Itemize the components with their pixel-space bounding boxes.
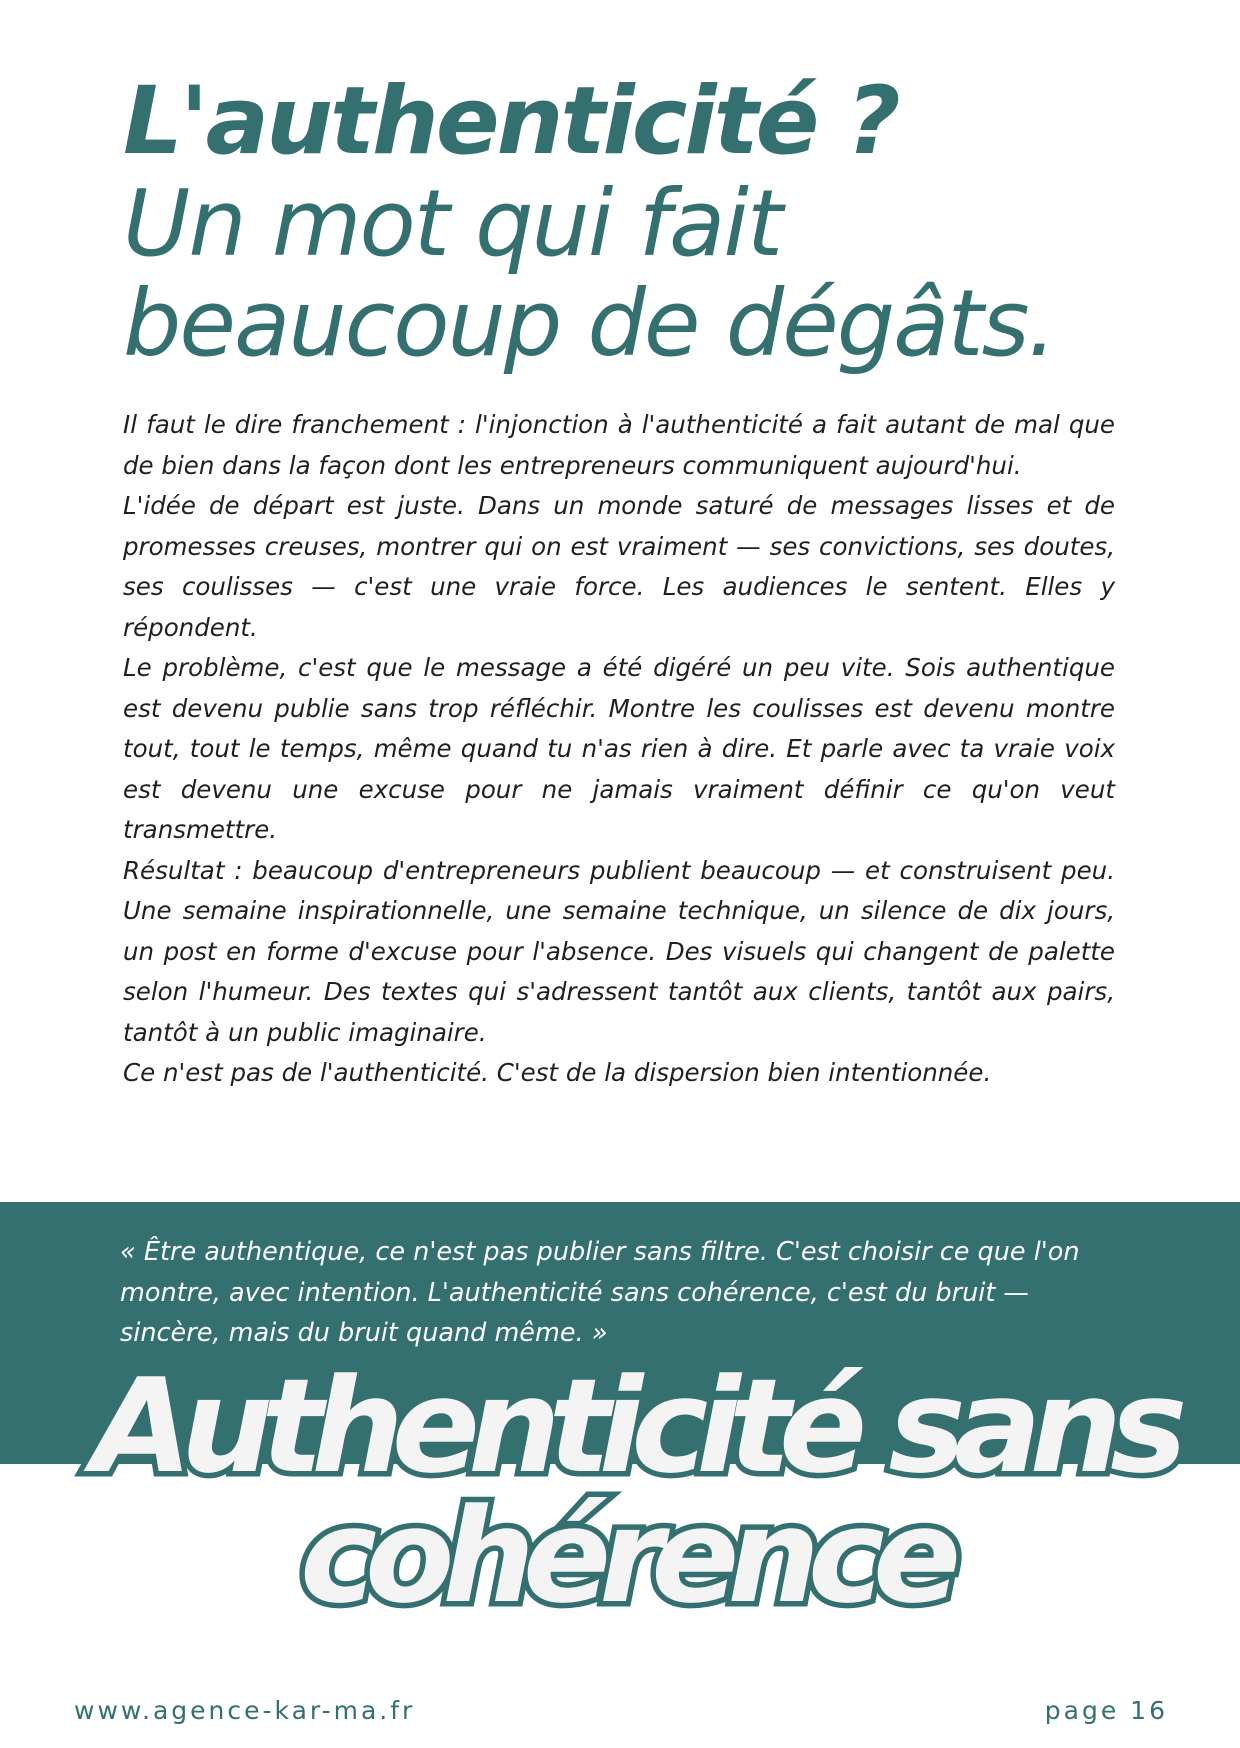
big-label-line-2: cohérence (300, 1480, 950, 1632)
paragraph: Résultat : beaucoup d'entrepreneurs publient beaucoup — et construisent peu. Une semaine inspirationnelle, une semaine technique, un silence de dix jours, un post en forme d'excuse pour l'absence. Des visuels qui changent de palette selon l'humeur. Des textes qui s'adressent tantôt aux clients, tantôt aux pairs, tantôt à un public imaginaire. (123, 855, 1115, 1047)
body-text (123, 405, 1115, 1094)
title-line-2: Un mot qui fait (123, 170, 782, 277)
page-title (123, 67, 1123, 377)
paragraph: Le problème, c'est que le message a été digéré un peu vite. Sois authentique est devenu publie sans trop réfléchir. Montre les coulisses est devenu montre tout, tout le temps, même quand tu n'as rien à dire. Et parle avec ta vraie voix est devenu une excuse pour ne jamais vraiment définir ce qu'on veut transmettre. (123, 653, 1115, 844)
big-label-line-1: Authenticité sans (92, 1350, 1176, 1502)
paragraph: L'idée de départ est juste. Dans un monde saturé de messages lisses et de promesses creuses, montrer qui on est vraiment — ses convictions, ses doutes, ses coulisses — c'est une vraie force. Les audiences le sentent. Elles y répondent. (123, 491, 1115, 642)
page-number: page 16 (1044, 1696, 1168, 1725)
paragraph: Ce n'est pas de l'authenticité. C'est de la dispersion bien intentionnée. (123, 1058, 992, 1087)
paragraph: Il faut le dire franchement : l'injonction à l'authenticité a fait autant de mal que de bien dans la façon dont les entrepreneurs communiquent aujourd'hui. (123, 410, 1115, 480)
title-line-1: L'authenticité ? (123, 67, 898, 176)
footer-website-link[interactable]: www.agence-kar-ma.fr (74, 1696, 416, 1725)
title-line-3: beaucoup de dégâts. (123, 270, 1055, 377)
pull-quote: « Être authentique, ce n'est pas publier sans filtre. C'est choisir ce que l'on montre, avec intention. L'authenticité sans cohérence, c'est du bruit — sincère, mais du bruit quand même. » (120, 1237, 1080, 1348)
